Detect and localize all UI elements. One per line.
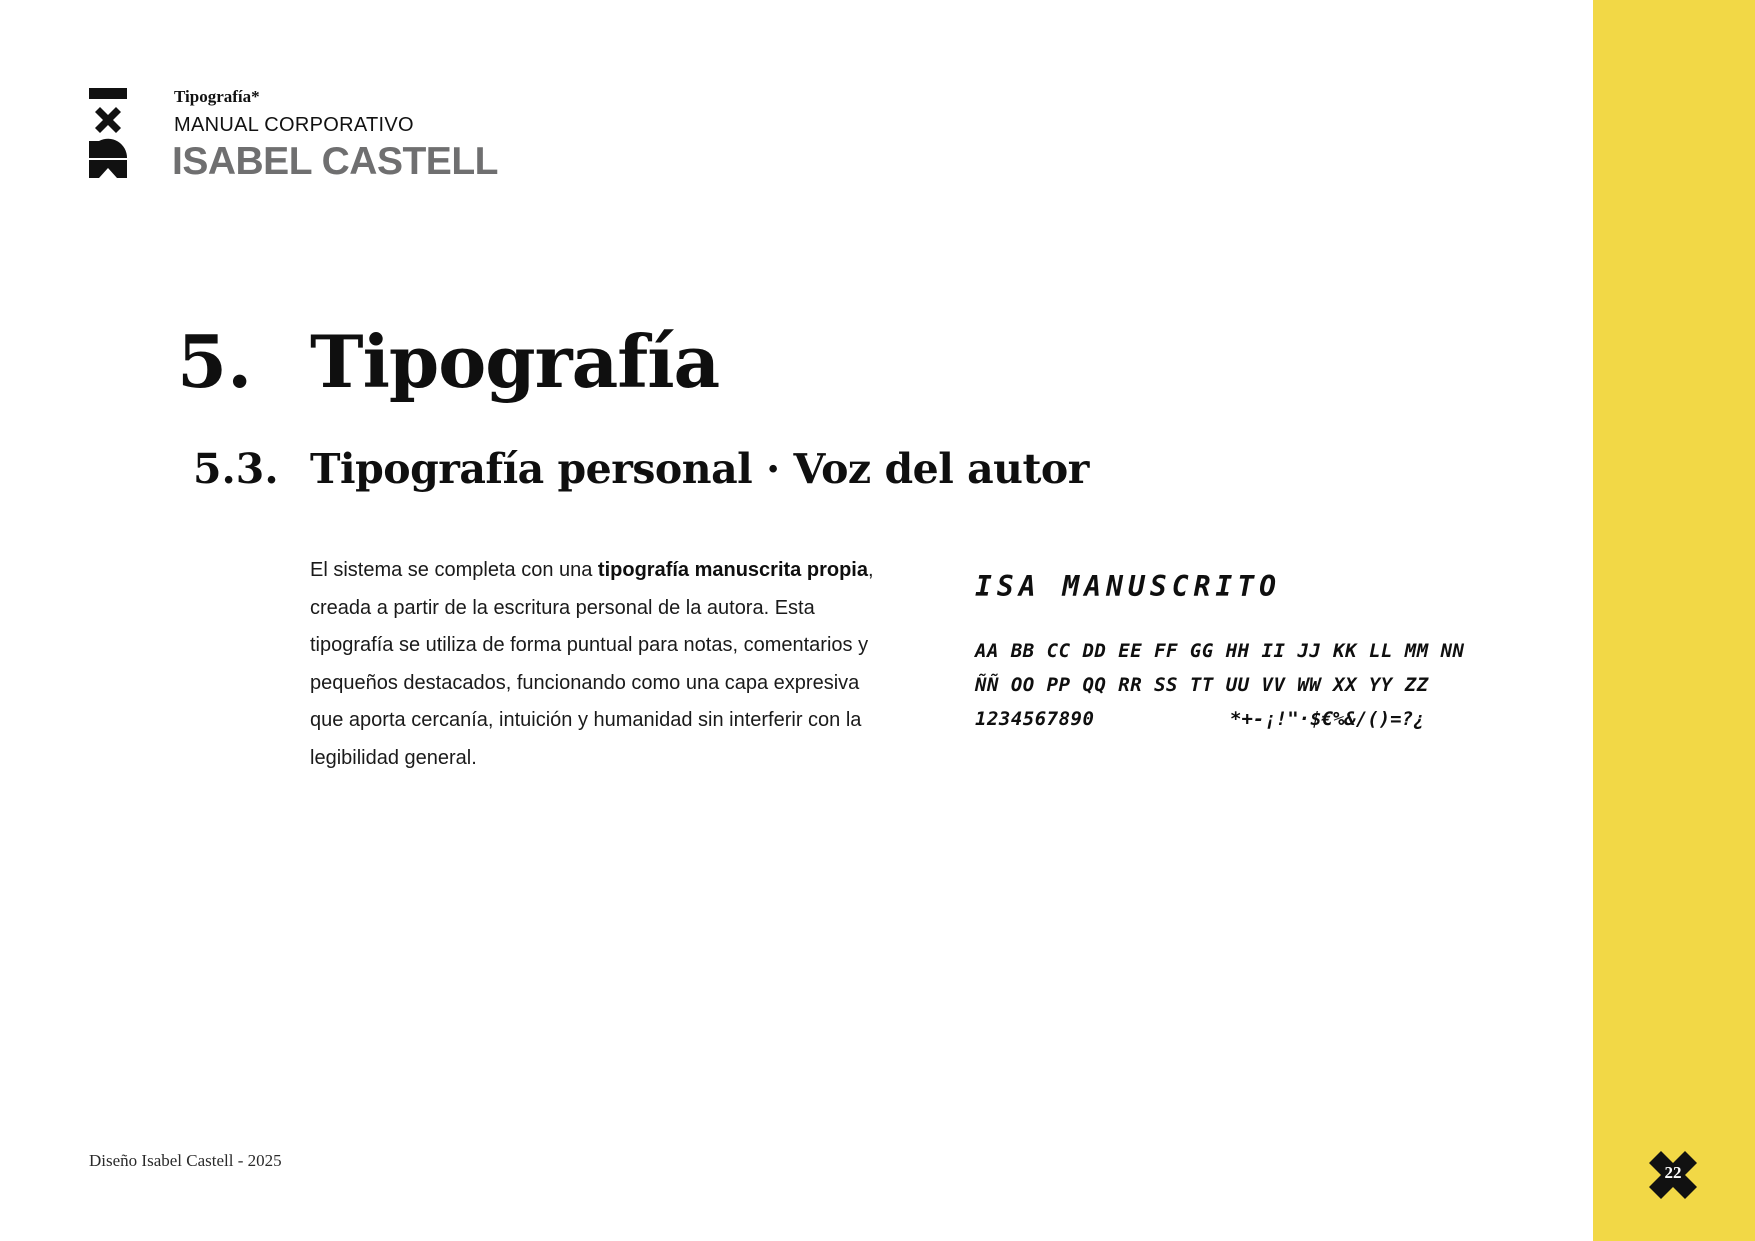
chapter-number: 5. [177, 319, 253, 404]
section-number: 5.3. [193, 445, 279, 493]
body-text-bold: tipografía manuscrita propia [597, 559, 868, 581]
brand-logo-icon [89, 88, 127, 178]
specimen-font-name: ISA MANUSCRITO [975, 570, 1282, 603]
specimen-alphabet-row-1: AA BB CC DD EE FF GG HH II JJ KK LL MM NN [975, 640, 1465, 662]
header-section-label: Tipografía* [174, 87, 260, 106]
yellow-side-band [1593, 0, 1755, 1241]
handwritten-font-specimen [975, 570, 1465, 730]
specimen-alphabet-row-2: ÑÑ OO PP QQ RR SS TT UU VV WW XX YY ZZ [975, 674, 1429, 696]
header-manual-label: MANUAL CORPORATIVO [174, 114, 414, 136]
body-text-rest: , creada a partir de la escritura personal de la autora. Esta tipografía se utiliza de forma puntual para notas, comentarios y pequeños destacados, funcionando como una capa expresiva que aporta cercanía, intuición y humanidad sin interferir con la legibilidad general. [310, 559, 874, 769]
page-number: 22 [1664, 1163, 1682, 1182]
specimen-symbols: *+-¡!"·$€%&/()=?¿ [1230, 708, 1425, 730]
body-text-intro: El sistema se completa con una [310, 559, 598, 581]
chapter-title: Tipografía [310, 319, 720, 404]
body-paragraph [310, 552, 880, 777]
specimen-digits: 1234567890 [975, 708, 1095, 730]
section-title: Tipografía personal · Voz del autor [310, 445, 1089, 493]
header-brand-name: ISABEL CASTELL [172, 140, 498, 183]
footer-credit: Diseño Isabel Castell - 2025 [89, 1151, 282, 1170]
